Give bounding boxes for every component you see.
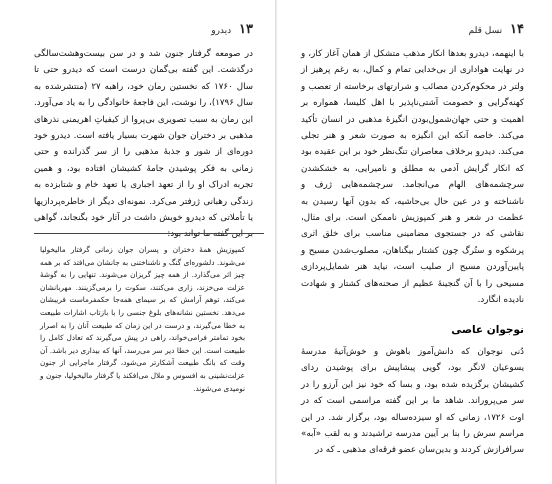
right-section-paragraph: دُنی نوجوان که دانش‌آموز باهوش و خوش‌آتیهٔ مدرسهٔ یسوعیان لانگر بود، گویی پیشاپیش برای پوشیدن ردای کشیشان برگزیده شده بود، و بسا که خود نیز این آرزو را در سر می‌پروراند. شاهد ما بر این گفته مراسمی است که در اوت ۱۷۲۶، زمانی که او سیزده‌ساله بود، برگزار شد. در این مراسم سرش را بنا بر آیین مدرسه تراشیدند و به لقب «آبه» سرافرازش کردند و بدین‌سان عضو فرقه‌ای مذهبی ـ که در <box>301 347 524 456</box>
left-page-number: ۱۳ <box>239 22 253 37</box>
left-main-paragraph: در صومعه گرفتار جنون شد و در سن بیست‌وهشت‌سالگی درگذشت. این گفته بی‌گمان درست است که دیدرو حتی تا سال ۱۷۶۰ که نخستین رمان خود، راهبه ۲۷ (منتشرشده به سال ۱۷۹۶)، را نوشت، این فاجعهٔ خانوادگی را به یاد می‌آورد. این رمان به سبب تصویری بی‌پروا از کیفیاتِ اهریمنی نذرهای مذهبی بر دختران جوان شهرت بسیار یافته است. دیدرو خود دوره‌ای از شور و جذبهٔ مذهبی را از سر گذرانده و حتی زمانی به فکر پوشیدن جامهٔ کشیشان افتاده بود، و همین تجربه ادراک او را از تعهد اجباری یا تعهد خام و شتابزده به زندگی رهبانی ژرفتر می‌کرد. نمونه‌ای دیگر از خاطره‌پردازیها یا تأملاتی که دیدرو خویش داشت در آثار خود بگنجاند، گواهی بر این گفته ما تواند بود: <box>34 49 254 240</box>
right-page <box>277 0 552 484</box>
right-page-header <box>299 22 524 38</box>
left-page-header <box>32 22 253 38</box>
section-heading: نوجوان عاصی <box>451 324 524 336</box>
right-page-number: ۱۴ <box>510 22 524 37</box>
footnote-separator <box>34 233 264 234</box>
left-page <box>0 0 275 484</box>
left-quote-block: کمپوزیش همهٔ دختران و پسران جوان زمانی گرفتار مالیخولیا می‌شوند. دلشوره‌ای گنگ و ناشناختنی به جانشان می‌افتد که بر همه چیز اثر می‌گذارد. از همه چیز گریزان می‌شوند. تنهایی را به گوشهٔ عزلت می‌خزند، زاری می‌کنند، سکوت را برمی‌گزینند. مهربانشان می‌کند، توهم آرامش که بر سیمای همه‌جا حکمفرماست فریبشان می‌دهد. نخستین نشانه‌های بلوغ جنسی را با بازتاب اشارات طبیعت به خطا می‌گیرند، و درست در این زمان که طبیعت آنان را به اصرار بخود تمامتر فرامی‌خواند، راهی در پیش می‌گیرند که تعادل کامل را طبیعت است. این خطا دیر سر می‌رسد، آنها که بیداری دیر باشد. آن وقت که بانگ طبیعت آشکارتر می‌شود، گرفتار ماجرایی از جنون عزلت‌نشینی به افسوس و ملال می‌افکند یا گرفتار مالیخولیا، جنون و نومیدی می‌شوند. <box>40 245 245 393</box>
left-running-head: دیدرو <box>211 26 232 36</box>
right-running-head: نسل قلم <box>468 26 503 36</box>
right-main-paragraph: با اینهمه، دیدرو بعدها انکار مذهب متشکل از همان آغاز کار، و در نهایت هواداری از بی‌خدایی تمام و کمال، به رغم پرهیز از ولتر در محکوم‌کردن مصائب و شرارتهای برخاسته از تعصب و کهنه‌گرایی و خصومت آشتی‌ناپذیر با اهل کلیسا، همواره بر اهمیت و حتی جهان‌شمول‌بودن انگیزهٔ مذهبی در انسان تأکید می‌کند. خاصه آنکه این انگیزه به صورت شعر و هنر تجلی می‌کند. دیدرو برخلاف معاصران تنگ‌نظر خود بر این عقیده بود که انکار گرایش آدمی به مطلق و نامیرایی، به خشکشدن سرچشمه‌های الهام می‌انجامد. سرچشمه‌هایی ژرف و ناشناخته و در عین حال بی‌حاشیه، که بدون آنها رسیدن به عظمت در شعر و هنر کمپوزیش ناممکن است. برای مثال، نقاشی که در جستجوی مضامینی مناسب برای خلق اثری پرشکوه و ستُرگ چون کشتار بیگناهان، مصلوب‌شدن مسیح و پایین‌آوردن مسیح از صلیب است، نیاید هنر شمایل‌پردازی مسیحی را با آن گنجینهٔ عظیم از صحنه‌های کشتار و شهادت نادیده انگارد. <box>301 49 524 306</box>
